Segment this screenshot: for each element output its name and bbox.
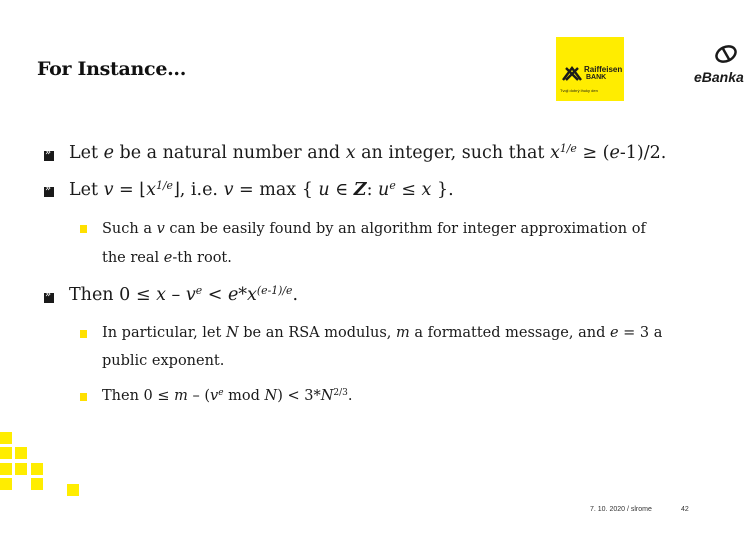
text-run: Such a [102,221,157,237]
text-run: ≤ [395,180,422,200]
math-var: u [378,180,390,200]
bullet-line [69,285,298,305]
text-run: be an RSA modulus, [238,325,396,341]
text-run: = [113,180,140,200]
floor-right-icon: ⌋ [172,180,180,200]
logo-slogan: Tvoji dobrý ihuky den [560,88,598,93]
footer-date: 7. 10. 2020 / slrome [590,506,652,513]
text-run: * [238,285,248,305]
math-var: e [227,285,239,305]
floor-left-icon: ⌊ [139,180,147,200]
text-run: In particular, let [102,325,226,341]
math-var: e [609,143,620,163]
math-var: e [103,143,114,163]
text-run: = 3 a [618,325,663,341]
math-var: e [163,250,173,266]
math-exponent: 2/3 [333,388,348,399]
text-run: mod [223,388,265,404]
deco-square [0,432,12,444]
ebanka-swirl-icon [712,43,740,65]
math-var: x [146,180,156,200]
logo-yellow-panel [556,37,624,101]
math-exponent: e [218,388,224,399]
sub-bullet-line [102,388,353,404]
text-run: Then 0 ≤ [102,388,175,404]
deco-square [15,463,27,475]
text-run: ≥ ( [576,143,610,163]
text-run: < [202,285,228,305]
text-run: Then 0 ≤ [69,285,157,305]
math-var: N [264,388,278,404]
math-var: x [421,180,432,200]
math-var: x [247,285,257,305]
text-run: = max { [233,180,319,200]
text-run: Let [69,143,104,163]
text-run: be a natural number and [113,143,346,163]
math-var: x [156,285,166,305]
bullet-marker [44,187,54,197]
bullet-marker [44,293,54,303]
logo-ebanka-panel [624,37,744,101]
sub-bullet-line-cont [102,250,232,266]
math-var: v [185,285,196,305]
math-var: N [225,325,239,341]
math-exponent: (e-1)/e [256,284,293,298]
sub-bullet-marker [80,393,87,401]
text-run: – ( [187,388,211,404]
math-var: v [103,180,114,200]
math-set: Z [353,180,367,200]
text-run: ∈ [329,180,354,200]
math-var: x [550,143,560,163]
sub-bullet-marker [80,330,87,338]
text-run: an integer, such that [355,143,550,163]
math-exponent: e [195,284,203,298]
math-var: v [223,180,234,200]
text-run: – [165,285,186,305]
text-run: }. [431,180,454,200]
text-run: -1)/2. [619,143,667,163]
raiffeisen-gable-icon [561,64,583,82]
text-run: . [347,388,353,404]
math-var: v [210,388,219,404]
sub-bullet-line [102,221,646,237]
bullet-marker [44,151,54,161]
math-var: u [318,180,330,200]
logo-brand-name: Raiffeisen [584,65,623,74]
text-run: public exponent. [102,353,225,369]
math-var: m [174,388,188,404]
text-run: can be easily found by an algorithm for integer approximation of [164,221,646,237]
math-exponent: e [389,179,396,193]
text-run: the real [102,250,164,266]
math-var: e [609,325,619,341]
page-number: 42 [681,506,689,513]
slide-title: For Instance... [37,58,187,80]
bullet-line [69,143,666,163]
deco-square [15,447,27,459]
text-run: Let [69,180,104,200]
deco-square [0,447,12,459]
math-exponent: 1/e [155,179,173,193]
math-var: m [395,325,410,341]
deco-square [0,463,12,475]
sub-bullet-line-cont [102,353,224,369]
deco-square [31,478,43,490]
math-exponent: 1/e [559,142,577,156]
deco-square [31,463,43,475]
bullet-line [69,180,454,200]
text-run: -th root. [172,250,232,266]
text-run: a formatted message, and [409,325,610,341]
bank-logo [556,37,744,101]
deco-square [0,478,12,490]
logo-ebanka-text: eBanka [694,69,744,85]
math-var: v [156,221,165,237]
math-var: x [345,143,356,163]
deco-square [67,484,79,496]
text-run: : [366,180,379,200]
text-run: ) < 3* [277,388,321,404]
text-run: . [292,285,299,305]
sub-bullet-marker [80,225,87,233]
logo-brand-bank: BANK [586,74,607,81]
math-var: N [320,388,334,404]
sub-bullet-line [102,325,662,341]
text-run: , i.e. [179,180,224,200]
